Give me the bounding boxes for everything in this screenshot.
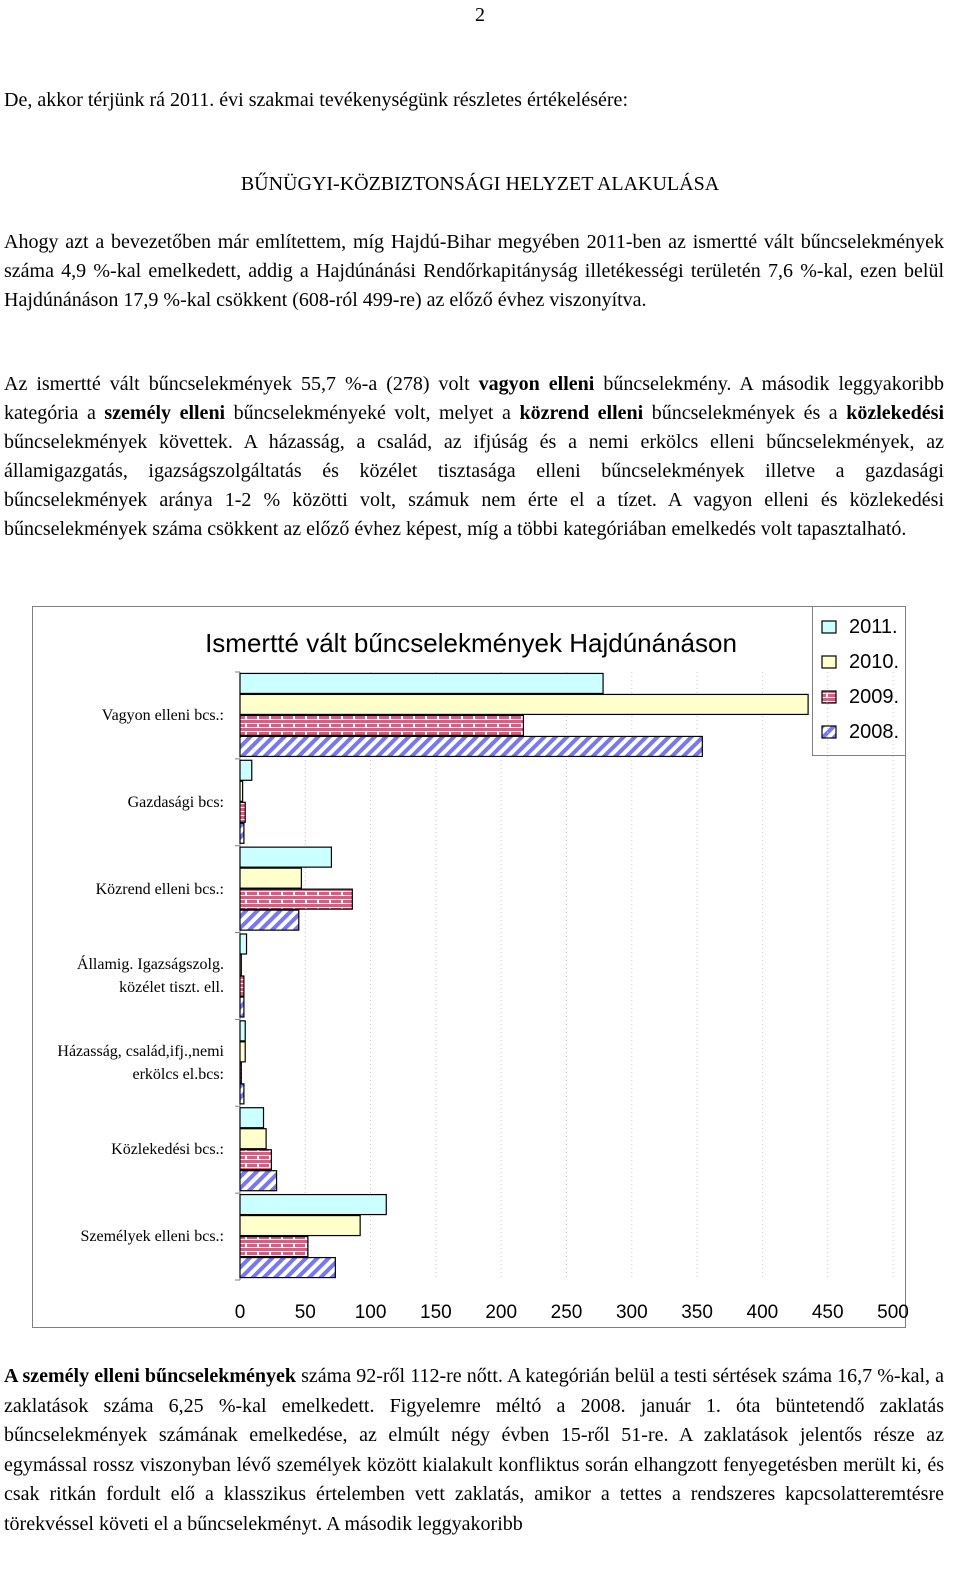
x-tick-label: 100: [354, 1302, 387, 1323]
bold-term: személy elleni: [104, 402, 226, 424]
x-tick-label: 300: [615, 1302, 648, 1323]
legend-label: 2011.: [849, 616, 898, 638]
x-tick-label: 150: [420, 1302, 452, 1323]
legend-label: 2008.: [849, 721, 900, 743]
x-tick-label: 350: [681, 1302, 713, 1323]
x-tick-label: 0: [234, 1302, 246, 1323]
paragraph-text: bűncselekmény. A második leggyakoribb kategória a: [4, 373, 944, 424]
legend-swatch: [821, 725, 837, 739]
chart-legend: [812, 606, 906, 756]
x-tick-label: 50: [294, 1302, 316, 1323]
legend-label: 2010.: [849, 651, 900, 673]
paragraph-text: bűncselekmények követtek. A házasság, a család, az ifjúság és a nemi erkölcs elleni bűncselekmények, az államigazgatás, igazságszolgáltatás és közélet tisztasága elleni bűncselekmények illetve a gazdasági bűncselekmények aránya 1-2 % közötti volt, számuk nem érte el a tízet. A vagyon elleni és közlekedési bűncselekmények száma csökkent az előző évhez képest, míg a többi kategóriában emelkedés volt tapasztalható.: [4, 431, 944, 540]
category-label: Gazdasági bcs:: [127, 793, 224, 811]
x-tick-label: 450: [811, 1302, 844, 1323]
chart-title: Ismertté vált bűncselekmények Hajdúnánáson: [205, 628, 737, 658]
x-tick-label: 250: [550, 1302, 583, 1323]
paragraph-categories: [4, 370, 944, 544]
paragraph-overview: Ahogy azt a bevezetőben már említettem, míg Hajdú-Bihar megyében 2011-ben az ismertté vált bűncselekmények száma 4,9 %-kal emelkedett, addig a Hajdúnánási Rendőrkapitányság illetékességi területén 7,6 %-kal, ezen belül Hajdúnánáson 17,9 %-kal csökkent (608-ról 499-re) az előző évhez viszonyítva.: [4, 231, 944, 311]
paragraph-text: bűncselekményeké volt, melyet a: [225, 402, 520, 424]
bold-term: A személy elleni bűncselekmények: [4, 1365, 297, 1387]
category-label: Közlekedési bcs.:: [111, 1141, 224, 1159]
bold-term: vagyon elleni: [478, 373, 595, 395]
paragraph-text: száma 92-ről 112-re nőtt. A kategórián belül a testi sértések száma 16,7 %-kal, a zaklatások száma 6,25 %-kal emelkedett. Figyelemre méltó a 2008. január 1. óta büntetendő zaklatás bűncselekmények számának emelkedése, az elmúlt négy évben 15-ről 51-re. A zaklatások jelentős része az egymással rossz viszonyban lévő személyek között kialakult konfliktus során elhangzott fenyegetésben merült ki, és csak ritkán fordult elő a klasszikus értelemben vett zaklatás, amikor a tettes a rendszeres kapcsolatteremtésre törekvéssel követi el a bűncselekményt. A második leggyakoribb: [4, 1365, 944, 1535]
legend-swatch: [821, 655, 837, 669]
x-tick-label: 400: [746, 1302, 779, 1323]
intro-sentence: De, akkor térjünk rá 2011. évi szakmai tevékenységünk részletes értékelésére:: [4, 89, 628, 111]
category-label: Személyek elleni bcs.:: [80, 1228, 224, 1246]
category-label: Közrend elleni bcs.:: [95, 880, 224, 898]
section-title: BŰNÜGYI-KÖZBIZTONSÁGI HELYZET ALAKULÁSA: [240, 173, 720, 195]
category-label: Államig. Igazságszolg. közélet tiszt. ell.: [76, 956, 224, 996]
x-tick-label: 500: [877, 1302, 909, 1323]
paragraph-text: Az ismertté vált bűncselekmények 55,7 %-a (278) volt: [4, 373, 479, 395]
bold-term: közrend elleni: [519, 402, 644, 424]
x-tick-label: 200: [485, 1302, 518, 1323]
category-label: Vagyon elleni bcs.:: [101, 706, 224, 724]
bold-term: közlekedési: [846, 402, 945, 424]
paragraph-text: bűncselekmények és a: [643, 402, 847, 424]
legend-label: 2009.: [849, 686, 900, 708]
page-number: 2: [475, 4, 485, 26]
paragraph-person-crimes: [4, 1362, 944, 1539]
legend-swatch: [821, 690, 837, 704]
legend-swatch: [821, 620, 837, 634]
category-label: Házasság, család,ifj.,nemi erkölcs el.bcs:: [57, 1042, 224, 1083]
